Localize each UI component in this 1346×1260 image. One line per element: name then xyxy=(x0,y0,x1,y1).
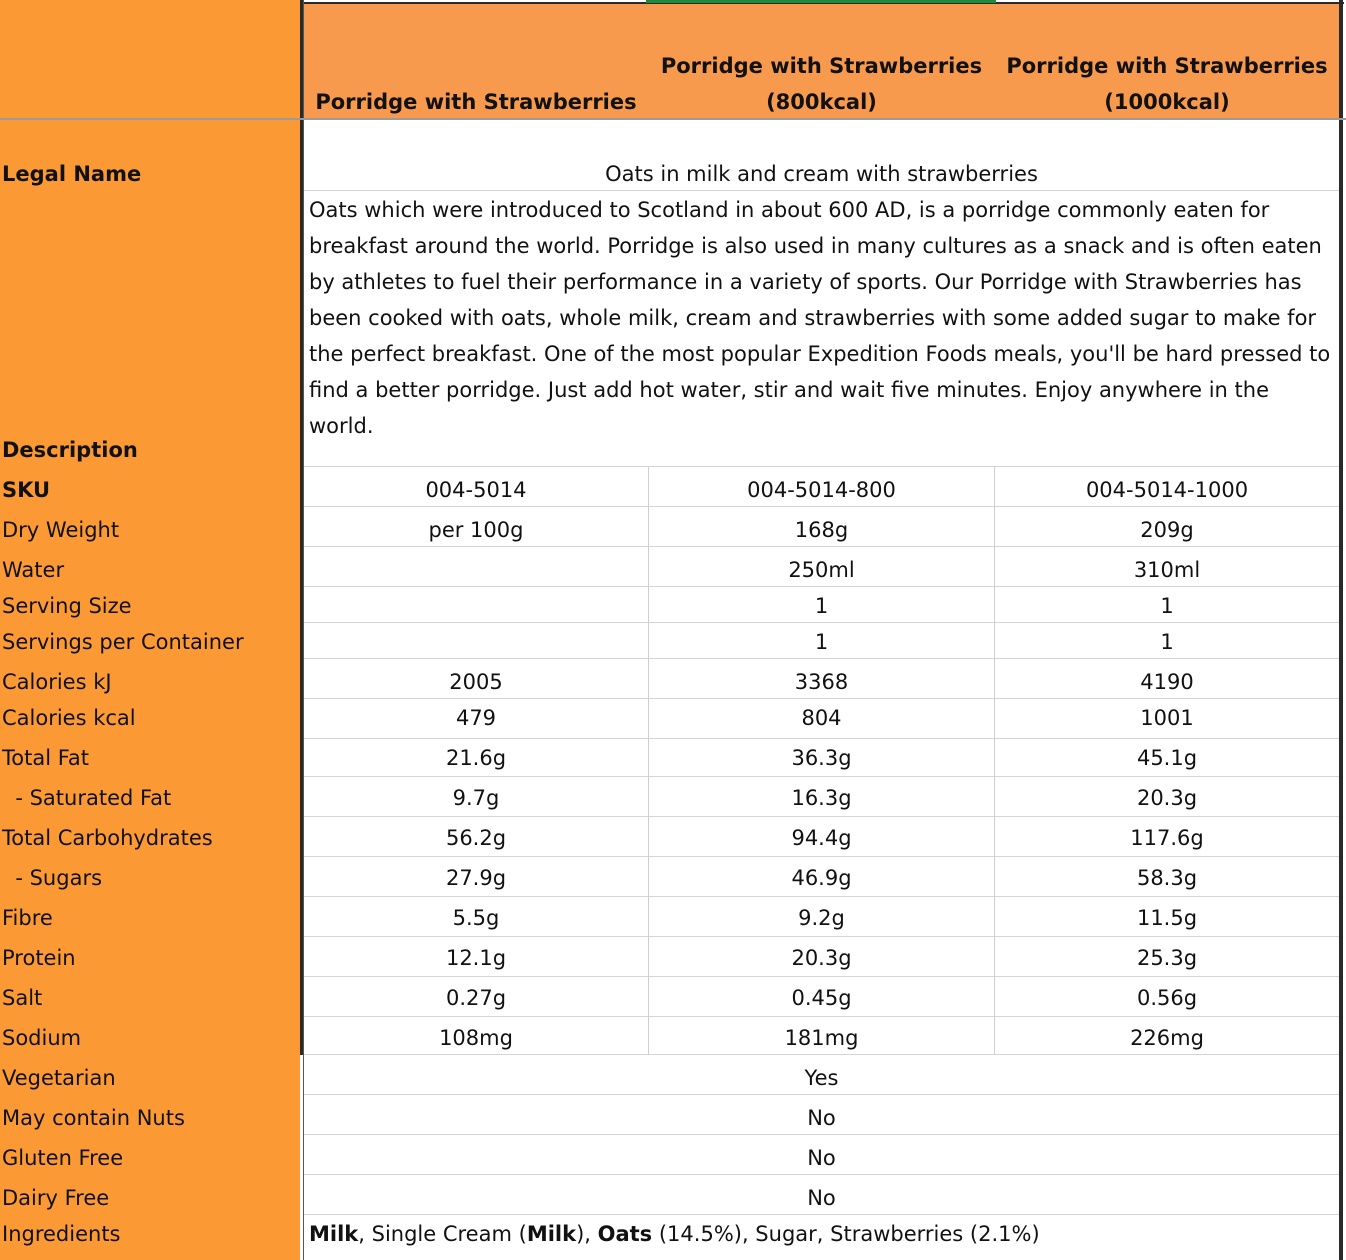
row-line xyxy=(304,1134,1339,1135)
table-cell[interactable]: per 100g xyxy=(428,518,524,542)
row-line xyxy=(304,1094,1339,1095)
table-cell[interactable]: 25.3g xyxy=(1136,946,1198,970)
table-cell[interactable]: 56.2g xyxy=(445,826,507,850)
row-line xyxy=(304,698,1339,699)
table-cell[interactable]: 0.45g xyxy=(791,986,852,1010)
table-cell[interactable]: 0.27g xyxy=(445,986,507,1010)
row-label: Calories kcal xyxy=(2,706,136,730)
allergen-text: Oats xyxy=(597,1222,653,1246)
attribute-value[interactable]: No xyxy=(807,1146,836,1170)
attribute-value[interactable]: No xyxy=(807,1106,836,1130)
table-cell[interactable]: 2005 xyxy=(449,670,503,694)
table-cell[interactable]: 11.5g xyxy=(1136,906,1198,930)
table-cell[interactable]: 1 xyxy=(814,594,829,618)
row-label: Protein xyxy=(2,946,76,970)
description-label: Description xyxy=(2,438,138,462)
row-label: Total Fat xyxy=(2,746,89,770)
row-line xyxy=(304,546,1339,547)
row-line xyxy=(304,1214,1339,1215)
table-cell[interactable]: 94.4g xyxy=(791,826,852,850)
table-cell[interactable]: 250ml xyxy=(788,558,855,582)
table-cell[interactable]: 45.1g xyxy=(1136,746,1198,770)
table-cell[interactable]: 21.6g xyxy=(445,746,507,770)
row-line xyxy=(304,1174,1339,1175)
table-cell[interactable]: 168g xyxy=(794,518,849,542)
table-cell[interactable]: 479 xyxy=(455,706,497,730)
row-line xyxy=(304,816,1339,817)
row-line xyxy=(304,856,1339,857)
table-cell[interactable]: 20.3g xyxy=(1136,786,1198,810)
attribute-value[interactable]: Yes xyxy=(804,1066,839,1090)
row-line xyxy=(304,190,1339,191)
selection-indicator xyxy=(646,0,996,3)
row-line xyxy=(304,1016,1339,1017)
description-text[interactable]: Oats which were introduced to Scotland in about 600 AD, is a porridge commonly eaten for breakfast around the world. Porridge is also used in many cultures as a snack and is often eaten by athletes to fuel their performance in a variety of sports. Our Porridge with Strawberries has been cooked with oats, whole milk, cream and strawberries with some added sugar to make for the perfect breakfast. One of the most popular Expedition Foods meals, you'll be hard pressed to find a better porridge. Just add hot water, stir and wait five minutes. Enjoy anywhere in the world. xyxy=(309,198,1331,438)
table-cell[interactable]: 226mg xyxy=(1130,1026,1204,1050)
attribute-label: May contain Nuts xyxy=(2,1106,185,1130)
row-label: Salt xyxy=(2,986,43,1010)
row-label: Fibre xyxy=(2,906,53,930)
ingredient-text: ), xyxy=(576,1222,598,1246)
column-line xyxy=(994,467,995,1055)
row-label: - Sugars xyxy=(2,866,103,890)
row-label: Water xyxy=(2,558,65,582)
table-cell[interactable]: 004-5014 xyxy=(425,478,527,502)
row-line xyxy=(304,1054,1339,1055)
table-cell[interactable]: 0.56g xyxy=(1136,986,1198,1010)
header-col-2-line2: (800kcal) xyxy=(766,90,877,114)
ingredients-value[interactable] xyxy=(309,1216,1040,1252)
header-col-1[interactable] xyxy=(304,84,648,120)
table-cell[interactable]: 9.2g xyxy=(798,906,845,930)
legal-name-label: Legal Name xyxy=(2,162,142,186)
table-cell[interactable]: 9.7g xyxy=(452,786,500,810)
table-cell[interactable]: 004-5014-800 xyxy=(747,478,896,502)
table-cell[interactable]: 1 xyxy=(814,630,829,654)
legal-name-value[interactable]: Oats in milk and cream with strawberries xyxy=(605,162,1038,186)
table-cell[interactable]: 1001 xyxy=(1140,706,1194,730)
table-cell[interactable]: 108mg xyxy=(439,1026,513,1050)
row-line xyxy=(304,776,1339,777)
row-label: Calories kJ xyxy=(2,670,112,694)
allergen-text: Milk xyxy=(309,1222,359,1246)
row-line xyxy=(304,976,1339,977)
table-cell[interactable]: 16.3g xyxy=(791,786,852,810)
row-line xyxy=(304,896,1339,897)
right-border xyxy=(1339,0,1343,1260)
header-col-3-line2: (1000kcal) xyxy=(1104,90,1230,114)
allergen-text: Milk xyxy=(526,1222,577,1246)
row-line xyxy=(304,936,1339,937)
row-label: SKU xyxy=(2,478,51,502)
ingredient-text: , Single Cream ( xyxy=(358,1222,527,1246)
table-cell[interactable]: 117.6g xyxy=(1130,826,1204,850)
ingredient-text: (14.5%), Sugar, Strawberries (2.1%) xyxy=(652,1222,1040,1246)
row-line xyxy=(304,586,1339,587)
row-line xyxy=(304,466,1339,467)
table-cell[interactable]: 58.3g xyxy=(1136,866,1198,890)
table-cell[interactable]: 004-5014-1000 xyxy=(1085,478,1249,502)
row-label: Servings per Container xyxy=(2,630,244,654)
column-line xyxy=(648,467,649,1055)
header-col-3-line1: Porridge with Strawberries xyxy=(1006,54,1328,78)
table-cell[interactable]: 310ml xyxy=(1133,558,1201,582)
table-cell[interactable]: 20.3g xyxy=(791,946,852,970)
row-label: - Saturated Fat xyxy=(2,786,172,810)
row-line xyxy=(304,506,1339,507)
table-cell[interactable]: 5.5g xyxy=(452,906,500,930)
attribute-value[interactable]: No xyxy=(807,1186,836,1210)
row-label: Sodium xyxy=(2,1026,82,1050)
table-cell[interactable]: 1 xyxy=(1160,594,1174,618)
header-col-3[interactable] xyxy=(995,48,1339,120)
header-col-1-text: Porridge with Strawberries xyxy=(315,90,637,114)
table-cell[interactable]: 804 xyxy=(801,706,842,730)
row-label: Total Carbohydrates xyxy=(2,826,213,850)
ingredients-label: Ingredients xyxy=(2,1222,121,1246)
table-cell[interactable]: 4190 xyxy=(1140,670,1194,694)
table-cell[interactable]: 27.9g xyxy=(445,866,507,890)
header-col-2-line1: Porridge with Strawberries xyxy=(660,54,983,78)
row-line xyxy=(304,658,1339,659)
table-cell[interactable]: 3368 xyxy=(794,670,849,694)
table-cell[interactable]: 12.1g xyxy=(445,946,507,970)
row-line xyxy=(304,622,1339,623)
row-label: Serving Size xyxy=(2,594,132,618)
row-line xyxy=(304,738,1339,739)
table-cell[interactable]: 209g xyxy=(1140,518,1194,542)
table-cell[interactable]: 1 xyxy=(1160,630,1174,654)
row-label: Dry Weight xyxy=(2,518,120,542)
attribute-label: Dairy Free xyxy=(2,1186,110,1210)
table-cell[interactable]: 46.9g xyxy=(791,866,852,890)
table-cell[interactable]: 181mg xyxy=(784,1026,859,1050)
header-col-2[interactable] xyxy=(649,48,994,120)
attribute-label: Gluten Free xyxy=(2,1146,124,1170)
table-cell[interactable]: 36.3g xyxy=(791,746,852,770)
attribute-label: Vegetarian xyxy=(2,1066,116,1090)
